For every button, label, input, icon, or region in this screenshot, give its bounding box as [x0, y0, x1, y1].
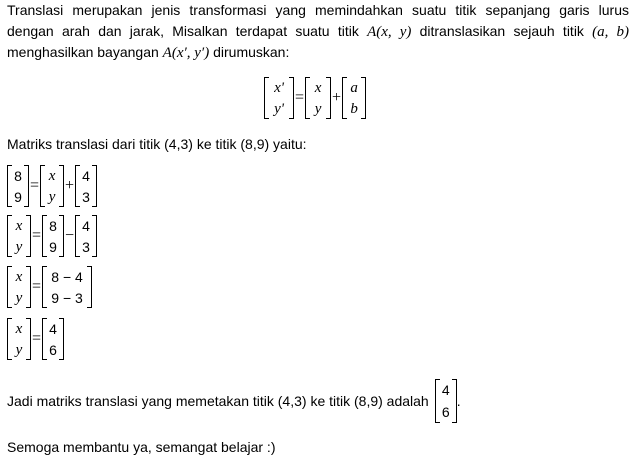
matrix-cell: b	[350, 100, 358, 117]
step-1-shift-matrix	[75, 165, 97, 207]
matrix-cell: a	[350, 79, 358, 96]
step-4-result-matrix	[42, 318, 64, 360]
matrix-cell: 4	[441, 382, 450, 398]
matrix-cell: 6	[441, 404, 450, 420]
equals-sign: =	[30, 177, 40, 194]
minus-sign: −	[65, 227, 75, 244]
intro-line-1: Translasi merupakan jenis transformasi yang memindahkan suatu titik sepanjang garis lurus	[7, 2, 629, 18]
intro-line-3-text-a: menghasilkan bayangan	[7, 44, 159, 60]
conclusion-period: .	[456, 393, 461, 409]
equals-sign: =	[32, 227, 42, 244]
image-point-math: A(x′, y′)	[162, 45, 210, 61]
matrix-cell: 6	[49, 341, 57, 358]
matrix-cell: 9 − 3	[51, 289, 83, 306]
formula-result-matrix	[264, 77, 294, 119]
step-1	[7, 165, 97, 207]
matrix-cell: 8 − 4	[51, 268, 83, 285]
step-1-left-matrix	[7, 165, 29, 207]
plus-sign: +	[65, 177, 75, 194]
step-3	[7, 266, 92, 308]
conclusion	[7, 379, 461, 423]
formula-shift-matrix	[342, 77, 366, 119]
matrix-cell: 4	[82, 167, 90, 184]
matrix-cell: x	[48, 167, 56, 184]
matrix-cell: 4	[49, 320, 57, 337]
intro-line-2-text-b: ditranslasikan sejauh titik	[419, 23, 584, 39]
intro-line-3	[7, 42, 629, 63]
matrix-cell: 8	[14, 167, 22, 184]
matrix-cell: x	[15, 320, 23, 337]
matrix-cell: y	[15, 238, 23, 255]
matrix-cell: 4	[82, 217, 90, 234]
step-1-point-matrix	[40, 165, 64, 207]
matrix-cell: 9	[49, 238, 57, 255]
conclusion-text: Jadi matriks translasi yang memetakan titik (4,3) ke titik (8,9) adalah	[7, 393, 429, 409]
step-3-left-matrix	[7, 266, 31, 308]
equals-sign: =	[32, 330, 42, 347]
intro-paragraph	[7, 0, 629, 63]
step-4-left-matrix	[7, 318, 31, 360]
matrix-cell: y	[15, 341, 23, 358]
closing-text: Semoga membantu ya, semangat belajar :)	[7, 439, 276, 455]
intro-line-3-text-b: dirumuskan:	[213, 44, 290, 60]
matrix-cell: 9	[14, 188, 22, 205]
step-2-shift-matrix	[75, 215, 97, 257]
matrix-cell: x	[314, 79, 322, 96]
step-2-left-matrix	[7, 215, 31, 257]
matrix-cell: x	[15, 268, 23, 285]
step-2-target-matrix	[42, 215, 64, 257]
formula-point-matrix	[305, 77, 331, 119]
equals-sign: =	[295, 89, 305, 106]
plus-sign: +	[332, 89, 342, 106]
matrix-cell: y	[314, 100, 322, 117]
matrix-cell: 3	[82, 188, 90, 205]
matrix-cell: 8	[49, 217, 57, 234]
equals-sign: =	[32, 278, 42, 295]
step-3-difference-matrix	[42, 266, 92, 308]
matrix-cell: 3	[82, 238, 90, 255]
matrix-cell: y	[15, 289, 23, 306]
translation-vector-math: (a, b)	[592, 24, 630, 40]
step-4	[7, 318, 64, 360]
step-2	[7, 215, 97, 257]
intro-line-2-text-a: dengan arah dan jarak, Misalkan terdapat suatu titik	[7, 23, 359, 39]
matrix-cell: y	[48, 188, 56, 205]
matrix-cell: y'	[274, 100, 284, 117]
point-a-math: A(x, y)	[367, 24, 412, 40]
general-formula	[264, 77, 366, 119]
matrix-cell: x	[15, 217, 23, 234]
intro-line-2	[7, 21, 629, 42]
example-intro: Matriks translasi dari titik (4,3) ke titik (8,9) yaitu:	[7, 136, 307, 152]
conclusion-matrix	[435, 379, 457, 423]
matrix-cell: x'	[274, 79, 284, 96]
